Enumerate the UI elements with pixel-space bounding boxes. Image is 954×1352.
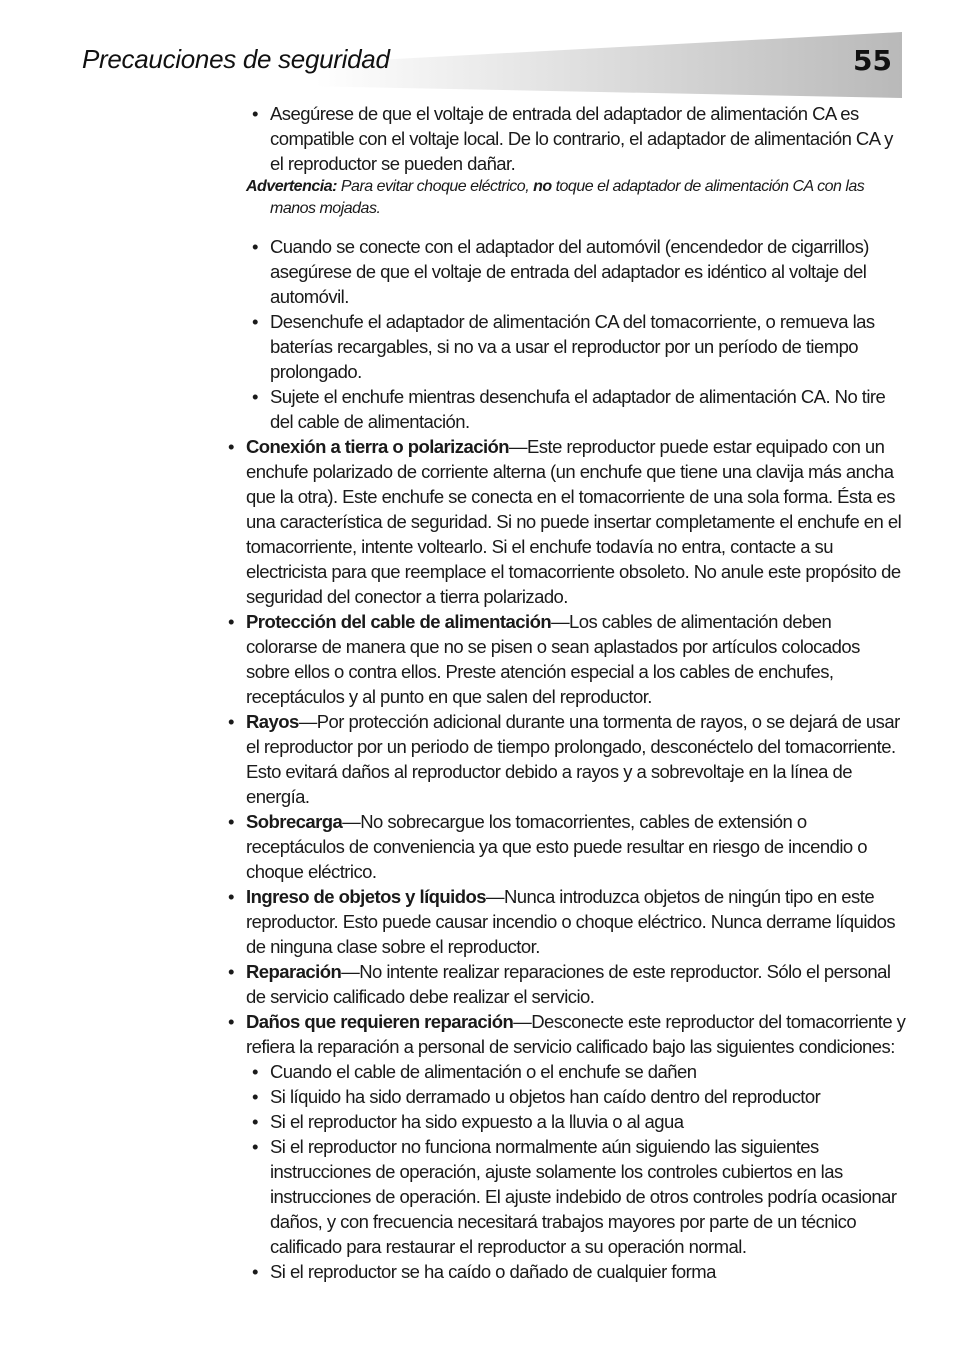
bullet: • <box>252 1061 258 1082</box>
item-text: —Este reproductor puede estar equipado con un enchufe polarizado de corriente alterna (un enchufe que tiene una clavija más ancha que la otra). Este enchufe se conecta en el tomacorriente de una sola forma. Ésta es una característica de seguridad. Si no puede insertar completamente el enchufe en el tomacorriente, intente voltearlo. Si el enchufe todavía no entra, contacte a su electricista para que reemplace el tomacorriente obsoleto. No anule este propósito de seguridad del conector a tierra polarizado. <box>246 436 902 607</box>
warning-label: Advertencia: <box>246 178 337 195</box>
sub-list-item <box>226 234 906 309</box>
sub-list-item <box>226 101 906 176</box>
sub-list-item <box>226 384 906 434</box>
sub-list-item <box>226 309 906 384</box>
bullet: • <box>228 961 234 982</box>
list-item <box>226 709 906 809</box>
sub-list-item-text: Si líquido ha sido derramado u objetos han caído dentro del reproductor <box>270 1086 821 1107</box>
bullet: • <box>252 103 258 124</box>
bullet: • <box>252 1136 258 1157</box>
item-text: —Nunca introduzca objetos de ningún tipo en este reproductor. Esto puede causar incendio o choque eléctrico. Nunca derrame líquidos de ninguna clase sobre el reproductor. <box>246 886 896 957</box>
list-item <box>226 809 906 884</box>
item-text: —Por protección adicional durante una tormenta de rayos, o se dejará de usar el reproductor por un periodo de tiempo prolongado, desconéctelo del tomacorriente. Esto evitará daños al reproductor debido a rayos y a sobrevoltaje en la línea de energía. <box>246 711 900 807</box>
running-header-title: Precauciones de seguridad <box>82 44 390 74</box>
item-label: Reparación <box>246 961 342 982</box>
page-content <box>226 101 906 1284</box>
item-label: Sobrecarga <box>246 811 343 832</box>
bullet: • <box>252 386 258 407</box>
list-item <box>226 609 906 709</box>
item-label: Ingreso de objetos y líquidos <box>246 886 486 907</box>
sub-list-item <box>226 1259 906 1284</box>
sub-list-item-text: Asegúrese de que el voltaje de entrada del adaptador de alimentación CA es compatible con el voltaje local. De lo contrario, el adaptador de alimentación CA y el reproductor se pueden dañar. <box>270 103 893 174</box>
item-label: Rayos <box>246 711 299 732</box>
sub-list-item-text: Si el reproductor se ha caído o dañado de cualquier forma <box>270 1261 716 1282</box>
item-text: —No intente realizar reparaciones de este reproductor. Sólo el personal de servicio calificado debe realizar el servicio. <box>246 961 891 1007</box>
sub-list-item <box>226 1084 906 1109</box>
warning-text-continued: manos mojadas. <box>270 200 381 217</box>
warning-emphasis: no <box>533 178 552 195</box>
item-text: —Desconecte este reproductor del tomacorriente y refiera la reparación a personal de servicio calificado bajo las siguientes condiciones: <box>246 1011 906 1057</box>
item-label: Daños que requieren reparación <box>246 1011 514 1032</box>
item-label: Protección del cable de alimentación <box>246 611 552 632</box>
item-text: —No sobrecargue los tomacorrientes, cables de extensión o receptáculos de conveniencia ya que esto puede resultar en riesgo de incendio o choque eléctrico. <box>246 811 867 882</box>
bullet: • <box>252 236 258 257</box>
bullet: • <box>228 436 234 457</box>
item-text: —Los cables de alimentación deben colorarse de manera que no se pisen o sean aplastados por artículos colocados sobre ellos o contra ellos. Preste atención especial a los cables de enchufes, receptáculos y al punto en que salen del reproductor. <box>246 611 860 707</box>
sub-list-item-text: Si el reproductor ha sido expuesto a la lluvia o al agua <box>270 1111 684 1132</box>
warning-text: Para evitar choque eléctrico, <box>336 178 534 195</box>
item-label: Conexión a tierra o polarización <box>246 436 510 457</box>
bullet: • <box>252 1086 258 1107</box>
sub-list-item-text: Desenchufe el adaptador de alimentación CA del tomacorriente, o remueva las baterías recargables, si no va a usar el reproductor por un período de tiempo prolongado. <box>270 311 875 382</box>
bullet: • <box>228 886 234 907</box>
bullet: • <box>252 1261 258 1282</box>
sub-list-item-text: Cuando se conecte con el adaptador del automóvil (encendedor de cigarrillos) asegúrese de que el voltaje de entrada del adaptador es idéntico al voltaje del automóvil. <box>270 236 869 307</box>
warning-note <box>226 176 906 220</box>
sub-list-item-text: Sujete el enchufe mientras desenchufa el adaptador de alimentación CA. No tire del cable de alimentación. <box>270 386 886 432</box>
list-item <box>226 884 906 959</box>
list-item <box>226 959 906 1009</box>
list-item <box>226 1009 906 1059</box>
page-number: 55 <box>853 44 892 77</box>
bullet: • <box>228 811 234 832</box>
warning-text: toque el adaptador de alimentación CA con las <box>551 178 865 195</box>
bullet: • <box>228 711 234 732</box>
sub-list-item-text: Cuando el cable de alimentación o el enchufe se dañen <box>270 1061 697 1082</box>
bullet: • <box>252 1111 258 1132</box>
sub-list-item-text: Si el reproductor no funciona normalmente aún siguiendo las siguientes instrucciones de operación, ajuste solamente los controles cubiertos en las instrucciones de operación. El ajuste indebido de otros controles podría ocasionar daños, y con frecuencia necesitará trabajos mayores por parte de un técnico calificado para restaurar el reproductor a su operación normal. <box>270 1136 897 1257</box>
sub-list-item <box>226 1109 906 1134</box>
bullet: • <box>228 1011 234 1032</box>
list-item <box>226 434 906 609</box>
sub-list-item <box>226 1134 906 1259</box>
bullet: • <box>252 311 258 332</box>
bullet: • <box>228 611 234 632</box>
sub-list-item <box>226 1059 906 1084</box>
